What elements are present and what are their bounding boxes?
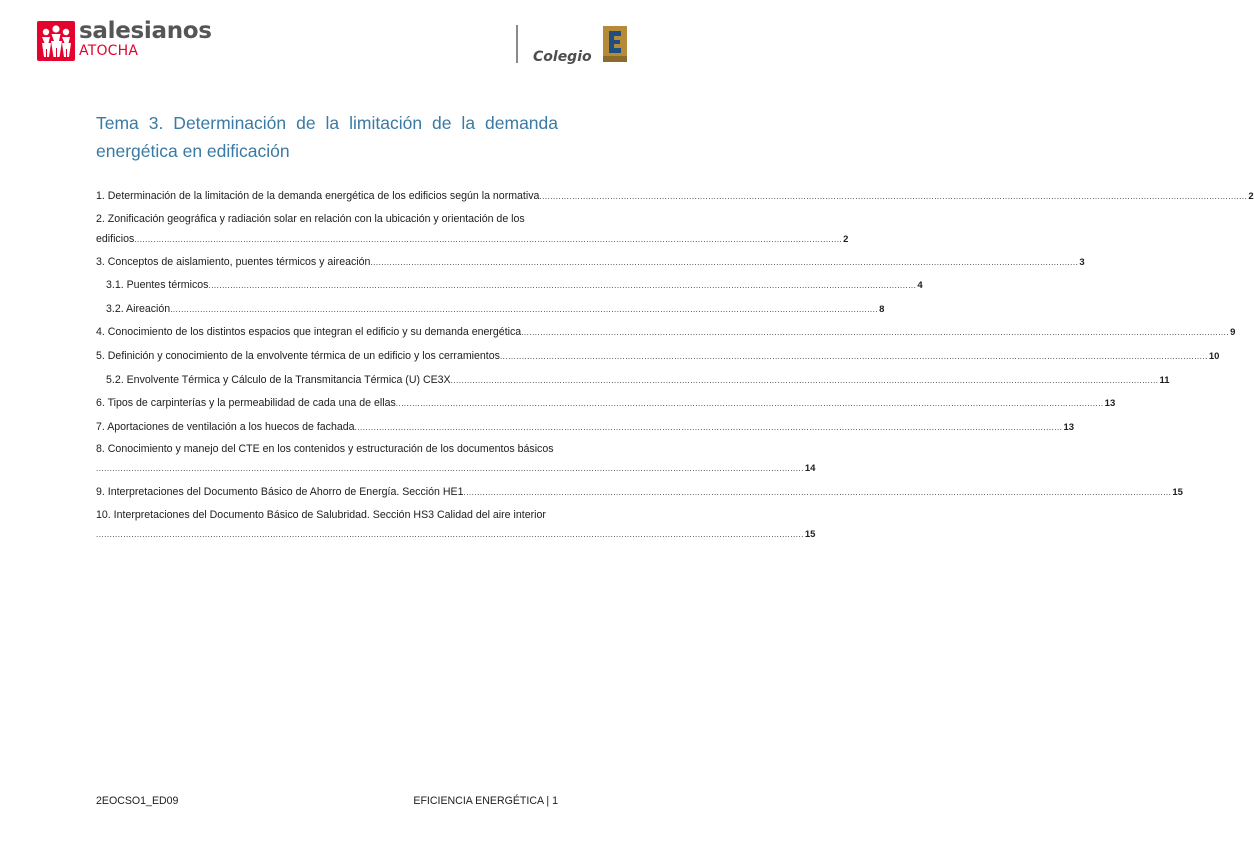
page-title: Tema 3. Determinación de la limitación de la demanda energética en edificación bbox=[96, 113, 558, 161]
toc-entry-text: 7. Aportaciones de ventilación a los huecos de fachada bbox=[96, 420, 355, 433]
toc-leader bbox=[463, 481, 1171, 505]
toc-page-number: 13 bbox=[1063, 421, 1075, 433]
colegio-label: Colegio bbox=[533, 49, 592, 65]
toc-entry[interactable] bbox=[96, 185, 1254, 209]
toc-page-number: 11 bbox=[1159, 374, 1170, 386]
toc-entry[interactable] bbox=[96, 392, 1116, 416]
toc-leader bbox=[355, 416, 1063, 440]
toc-entry-text: 2. Zonificación geográfica y radiación solar en relación con la ubicación y orientación de los bbox=[96, 212, 525, 225]
toc-entry[interactable] bbox=[96, 251, 1085, 275]
toc-leader bbox=[170, 298, 878, 322]
brand-name: salesianos bbox=[79, 18, 212, 44]
toc-entry[interactable] bbox=[96, 439, 816, 481]
toc-page-number: 2 bbox=[1248, 191, 1254, 202]
toc-entry[interactable] bbox=[96, 481, 1183, 505]
brand-subtitle: ATOCHA bbox=[79, 43, 139, 59]
page-header bbox=[0, 0, 655, 80]
toc-page-number: 9 bbox=[1230, 327, 1236, 339]
toc-entry[interactable] bbox=[96, 505, 816, 547]
toc-page-number: 13 bbox=[1104, 398, 1116, 410]
toc-leader bbox=[134, 230, 842, 250]
toc-leader bbox=[539, 185, 1247, 209]
toc-page-number: 3 bbox=[1079, 256, 1085, 268]
toc-entry[interactable] bbox=[96, 416, 1075, 440]
toc-entry-text: 3.2. Aireación bbox=[106, 302, 171, 315]
toc-entry-text: 9. Interpretaciones del Documento Básico de Ahorro de Energía. Sección HE1 bbox=[96, 486, 464, 499]
toc-entry[interactable] bbox=[96, 369, 1170, 393]
toc-page-number: 2 bbox=[843, 233, 849, 245]
table-of-contents bbox=[96, 185, 1254, 547]
toc-leader bbox=[396, 392, 1104, 416]
toc-entry-text: 5.2. Envolvente Térmica y Cálculo de la Transmitancia Térmica (U) CE3X bbox=[106, 373, 451, 386]
toc-entry[interactable] bbox=[96, 274, 923, 298]
toc-leader bbox=[451, 369, 1159, 393]
toc-entry-text: 6. Tipos de carpinterías y la permeabilidad de cada una de ellas bbox=[96, 397, 396, 410]
toc-page-number: 14 bbox=[804, 463, 816, 475]
toc-leader bbox=[96, 525, 804, 545]
toc-page-number: 15 bbox=[1172, 487, 1183, 499]
toc-entry[interactable] bbox=[96, 298, 885, 322]
toc-entry-text: 3. Conceptos de aislamiento, puentes térmicos y aireación bbox=[96, 255, 371, 268]
toc-entry[interactable] bbox=[96, 209, 849, 251]
toc-entry-text: 8. Conocimiento y manejo del CTE en los contenidos y estructuración de los documentos básicos bbox=[96, 443, 554, 456]
logo-divider bbox=[516, 25, 518, 63]
toc-leader bbox=[96, 459, 804, 479]
footer-code: 2EOCSO1_ED09 bbox=[96, 795, 179, 807]
toc-entry[interactable] bbox=[96, 321, 1236, 345]
toc-leader bbox=[521, 321, 1229, 345]
toc-entry-text-cont: edificios bbox=[96, 232, 135, 245]
toc-entry-text: 5. Definición y conocimiento de la envolvente térmica de un edificio y los cerramientos bbox=[96, 349, 500, 362]
salesianos-logo-icon bbox=[37, 21, 75, 61]
toc-page-number: 4 bbox=[917, 280, 923, 292]
salesianos-atocha-logo bbox=[37, 18, 212, 61]
toc-page-number: 10 bbox=[1208, 350, 1220, 362]
colegio-emblem-icon bbox=[603, 26, 627, 62]
toc-entry-text: 3.1. Puentes térmicos bbox=[106, 279, 209, 292]
toc-page-number: 15 bbox=[804, 528, 816, 540]
footer-page-label: EFICIENCIA ENERGÉTICA | 1 bbox=[413, 795, 558, 807]
toc-entry-text: 1. Determinación de la limitación de la demanda energética de los edificios según la normativa bbox=[96, 190, 540, 202]
toc-entry[interactable] bbox=[96, 345, 1220, 369]
toc-leader bbox=[500, 345, 1208, 369]
toc-page-number: 8 bbox=[879, 303, 885, 315]
toc-leader bbox=[370, 251, 1078, 275]
toc-leader bbox=[208, 274, 916, 298]
toc-entry-text: 10. Interpretaciones del Documento Básico de Salubridad. Sección HS3 Calidad del aire interior bbox=[96, 508, 546, 521]
toc-entry-text: 4. Conocimiento de los distintos espacios que integran el edificio y su demanda energética bbox=[96, 326, 522, 339]
